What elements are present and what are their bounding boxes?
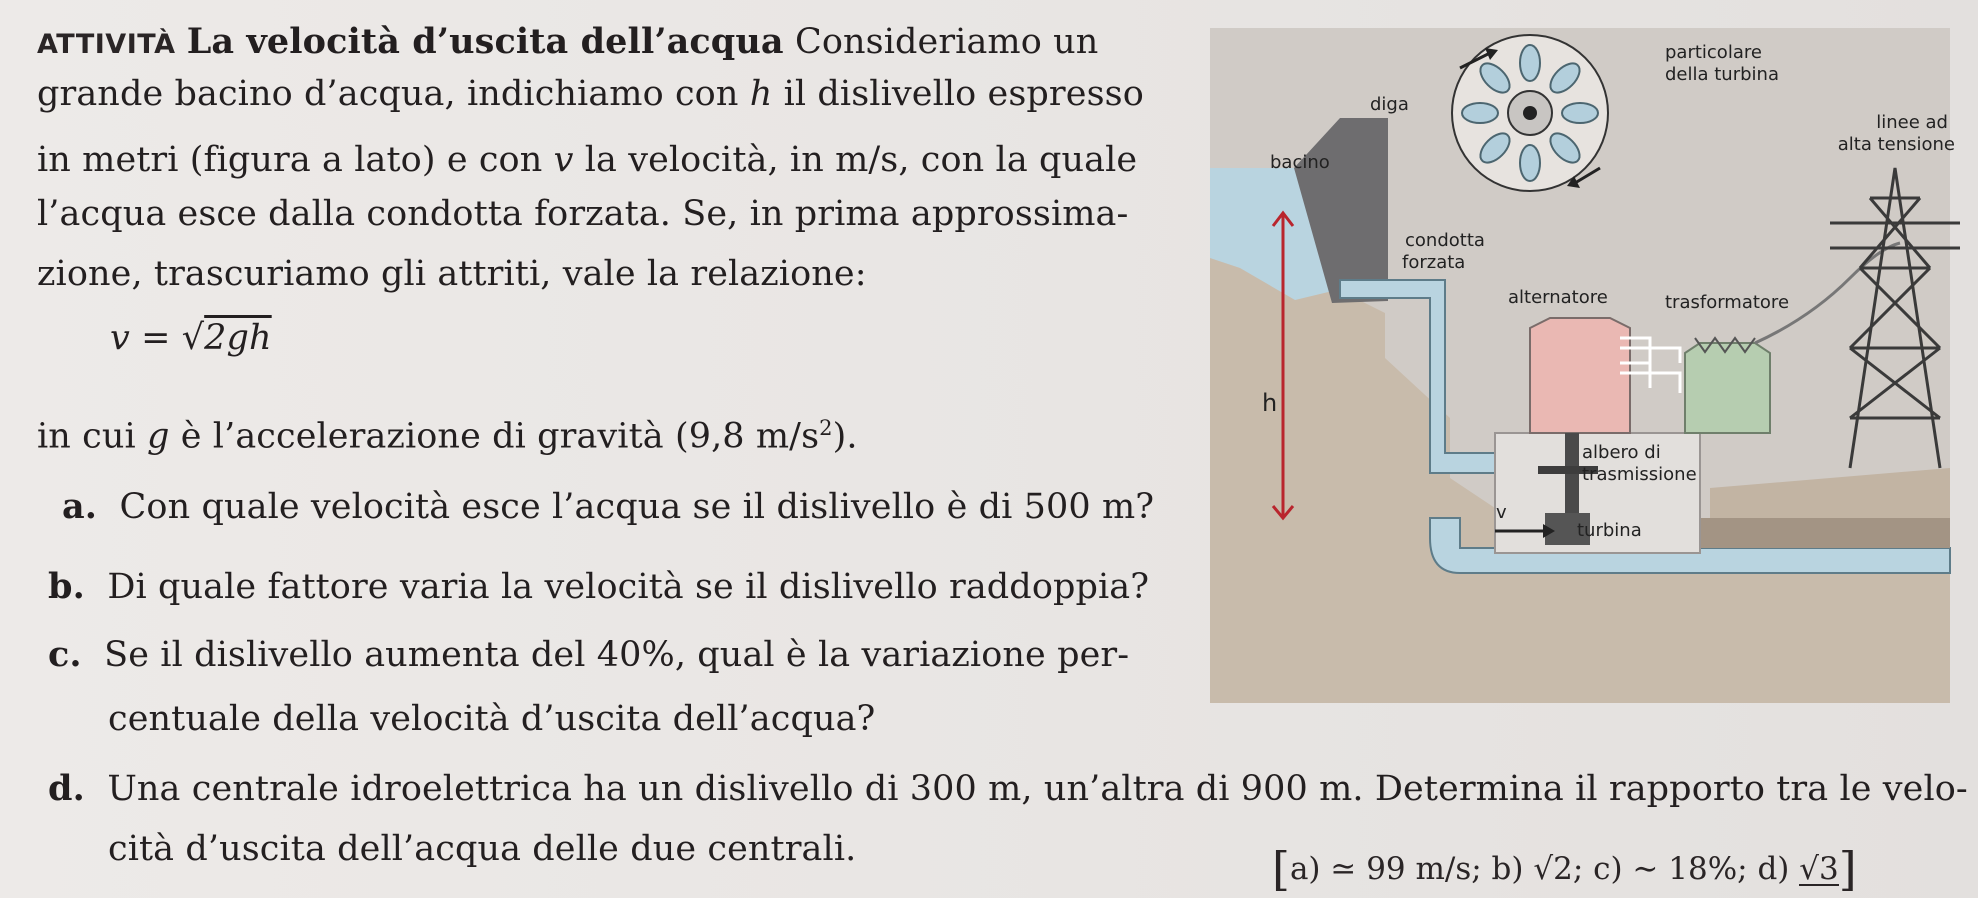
question-text: Di quale fattore varia la velocità se il dislivello raddoppia? (107, 567, 1150, 607)
formula-radicand: 2gh (204, 318, 272, 358)
question-label: a. (62, 486, 98, 527)
turbine-axle (1523, 106, 1537, 120)
intro-line-2 (37, 69, 1144, 119)
label-diga: diga (1370, 94, 1409, 115)
question-d-line-2: cità d’uscita dell’acqua delle due centrali. (108, 829, 857, 869)
answers-box (1272, 842, 1857, 896)
question-b (48, 562, 1149, 612)
intro-line-4: l’acqua esce dalla condotta forzata. Se, in prima approssima- (37, 194, 1129, 234)
intro-line-1 (37, 17, 1098, 70)
transformer (1685, 343, 1770, 433)
question-a (62, 482, 1154, 532)
answers-open-bracket: [ (1272, 842, 1290, 896)
gravity-exponent: 2 (819, 416, 833, 440)
question-text: Una centrale idroelettrica ha un dislivello di 300 m, un’altra di 900 m. Determina il rapporto tra le velo- (107, 769, 1968, 809)
intro-text: la velocità, in m/s, con la quale (573, 140, 1138, 180)
gravity-line (37, 403, 858, 462)
question-text: Con quale velocità esce l’acqua se il dislivello è di 500 m? (119, 487, 1155, 527)
variable-v: v (553, 140, 574, 180)
label-turbina: turbina (1577, 520, 1642, 541)
question-label: c. (48, 634, 82, 675)
label-particolare: particolare (1665, 42, 1762, 63)
question-label: b. (48, 566, 85, 607)
gravity-text: è l’accelerazione di gravità (9,8 m/s (169, 416, 820, 457)
formula-lhs: v = (110, 318, 182, 358)
label-h: h (1262, 389, 1278, 417)
label-trasmissione: trasmissione (1582, 464, 1697, 485)
question-text: Se il dislivello aumenta del 40%, qual è la variazione per- (104, 635, 1130, 675)
intro-line-5: zione, trascuriamo gli attriti, vale la relazione: (37, 254, 867, 294)
label-alta-tensione: alta tensione (1837, 134, 1955, 155)
intro-text: grande bacino d’acqua, indichiamo con (37, 74, 750, 114)
label-condotta: condotta (1405, 230, 1485, 251)
question-c-line-1 (48, 630, 1129, 680)
label-della-turbina: della turbina (1665, 64, 1779, 85)
variable-g: g (147, 416, 170, 457)
answers-close-bracket: ] (1838, 842, 1857, 896)
question-c-line-2: centuale della velocità d’uscita dell’acqua? (108, 699, 876, 739)
intro-text: in metri (figura a lato) e con (37, 140, 554, 180)
label-albero-di: albero di (1582, 442, 1661, 463)
gravity-text: ). (832, 416, 858, 457)
intro-text: Consideriamo un (794, 22, 1099, 62)
label-v: v (1496, 502, 1507, 523)
label-trasformatore: trasformatore (1665, 292, 1790, 313)
activity-keyword: ATTIVITÀ (37, 29, 176, 60)
exercise-title: La velocità d’uscita dell’acqua (186, 21, 784, 62)
label-alternatore: alternatore (1508, 287, 1608, 308)
formula (110, 313, 272, 363)
gravity-text: in cui (37, 416, 148, 457)
question-d-line-1 (48, 764, 1968, 814)
alternator (1530, 318, 1630, 433)
intro-text: il dislivello espresso (772, 74, 1144, 114)
label-forzata: forzata (1402, 252, 1466, 273)
label-linee-ad: linee ad (1876, 112, 1948, 133)
intro-line-3 (37, 135, 1137, 185)
variable-h: h (749, 74, 773, 114)
answer-d-value: √3 (1799, 851, 1839, 887)
answers-text: a) ≃ 99 m/s; b) √2; c) ∼ 18%; d) (1289, 851, 1800, 887)
sqrt-sign: √ (181, 318, 205, 358)
hydro-plant-figure (1210, 18, 1970, 708)
question-label: d. (48, 768, 85, 809)
label-bacino: bacino (1270, 152, 1330, 173)
